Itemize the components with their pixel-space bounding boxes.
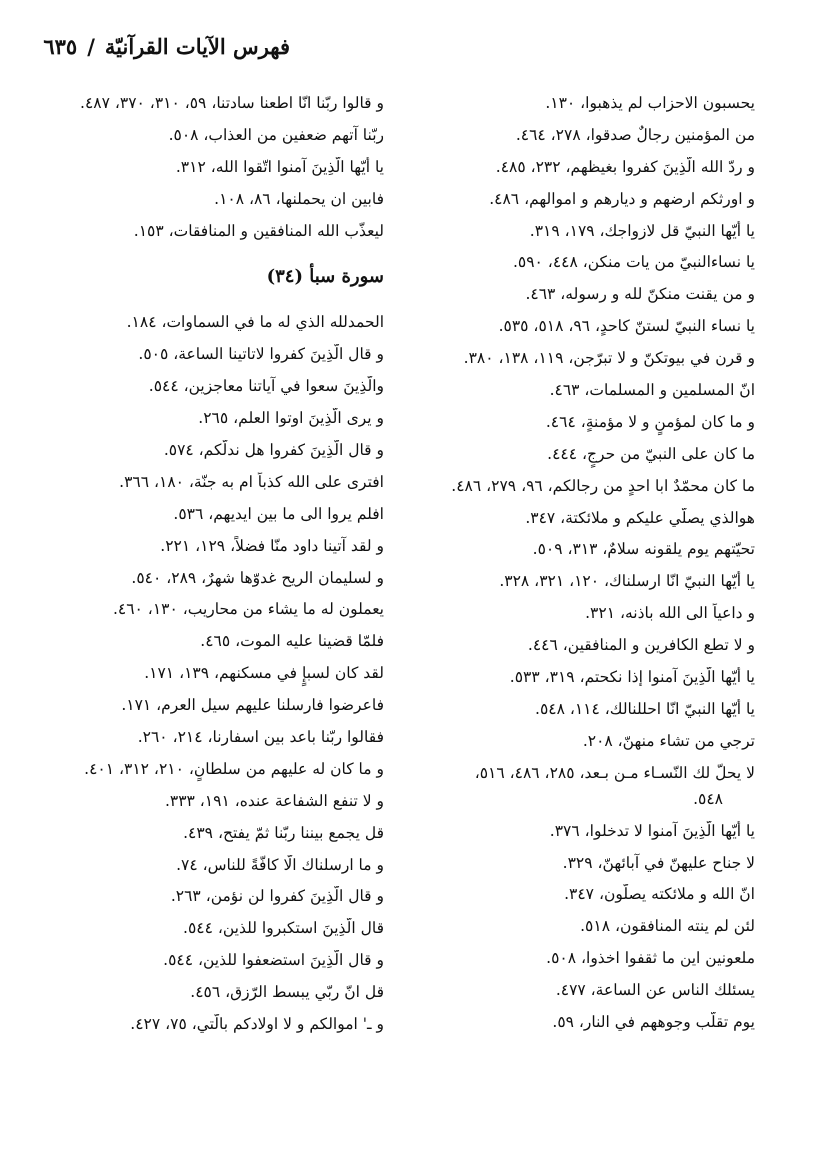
index-entry: فلمّا قضينا عليه الموت، ٤٦٥. [200, 632, 384, 651]
page-number: ٦٣٥ [43, 34, 78, 59]
index-entry: يا نساءالنبيّ من يات منكن، ٤٤٨، ٥٩٠. [512, 253, 755, 272]
index-entry: انّ المسلمين و المسلمات، ٤٦٣. [549, 381, 755, 400]
index-entry: يوم تقلّب وجوههم في النار، ٥٩. [552, 1013, 755, 1032]
index-entry: و اورثكم ارضهم و ديارهم و اموالهم، ٤٨٦. [489, 189, 755, 208]
running-title: فهرس الآيات القرآنيّة [104, 34, 290, 59]
index-entry: ما كان على النبيّ من حرجٍ، ٤٤٤. [547, 444, 755, 463]
index-entry: لا جناح عليهنّ في آبائهنّ، ٣٢٩. [562, 853, 755, 872]
index-entry: و ما كان لمؤمنٍ و لا مؤمنةٍ، ٤٦٤. [545, 412, 755, 431]
index-entry: افلم يروا الى ما بين ايديهم، ٥٣٦. [173, 504, 384, 523]
index-entry: هوالذي يصلّي عليكم و ملائكتة، ٣٤٧. [525, 508, 755, 527]
index-entry: يا أيّها النبيّ انّا احللنالك، ١١٤، ٥٤٨. [535, 699, 755, 718]
section-gap [22, 252, 384, 266]
index-entry: و ما ارسلناك الّا كافّةً للناس، ٧٤. [176, 855, 384, 874]
index-entry: و قرن في بيوتكنّ و لا تبرّجن، ١١٩، ١٣٨، ٣٨٠. [463, 349, 755, 368]
index-entry: قل انّ ربّي يبسط الرّزق، ٤٥٦. [190, 983, 384, 1002]
index-entry: افترى على الله كذباً ام به جنّة، ١٨٠، ٣٦٦. [119, 472, 384, 491]
index-entry: يسئلك الناس عن الساعة، ٤٧٧. [555, 981, 755, 1000]
index-entry: لئن لم ينته المنافقون، ٥١٨. [580, 917, 755, 936]
right-column [393, 93, 755, 1044]
surah-heading: سورة سبأ (٣٤) [266, 266, 384, 288]
index-entry: و قال الَّذِينَ كفروا لاتاتينا الساعة، ٥٠٥. [138, 345, 384, 364]
index-entry: من المؤمنين رجالٌ صدقوا، ٢٧٨، ٤٦٤. [515, 125, 755, 144]
index-entry: يا أيّها النبيّ انّا ارسلناك، ١٢٠، ٣٢١، ٣٢٨. [499, 572, 755, 591]
page-header [43, 34, 290, 59]
index-entry: يا نساء النبيّ لستنّ كاحدٍ، ٩٦، ٥١٨، ٥٣٥. [498, 317, 755, 336]
index-entry: ملعونين اين ما ثقفوا اخذوا، ٥٠٨. [546, 949, 755, 968]
index-entry: لقد كان لسبإٍ في مسكنهم، ١٣٩، ١٧١. [144, 664, 384, 683]
index-entry: يا أيّها الَّذِينَ آمنوا إذا نكحتم، ٣١٩، ٥٣٣. [509, 668, 755, 687]
index-entry: و لسليمان الريح غدوّها شهرٌ، ٢٨٩، ٥٤٠. [131, 568, 384, 587]
index-entry: يا أيّها الَّذِينَ آمنوا لا تدخلوا، ٣٧٦. [549, 821, 755, 840]
index-entry: يا أيّها الَّذِينَ آمنوا اتّقوا الله، ٣١٢. [175, 157, 384, 176]
index-entry: و قالوا ربّنا انّا اطعنا سادتنا، ٥٩، ٣١٠، ٣٧٠، ٤٨٧. [80, 94, 384, 112]
left-column [22, 93, 384, 1046]
index-entry: و داعياً الى الله باذنه، ٣٢١. [585, 604, 755, 623]
index-entry: والَّذِينَ سعوا في آياتنا معاجزين، ٥٤٤. [148, 377, 384, 396]
index-entry: انّ الله و ملائكته يصلّون، ٣٤٧. [564, 885, 755, 904]
index-entry-line: لا يحلّ لك النّسـاء مـن بـعد، ٢٨٥، ٤٨٦، ٥١٦، [474, 763, 755, 782]
index-entry: ليعذّب الله المنافقين و المنافقات، ١٥٣. [133, 221, 384, 240]
index-entry: يا أيّها النبيّ قل لازواجك، ١٧٩، ٣١٩. [529, 221, 755, 240]
index-entry: و لا تنفع الشفاعة عنده، ١٩١، ٣٣٣. [164, 791, 384, 810]
index-entry: و ـ' اموالكم و لا اولادكم بالّتي، ٧٥، ٤٢٧. [130, 1015, 384, 1034]
index-entry: و قال الَّذِينَ كفروا لن نؤمن، ٢٦٣. [170, 887, 384, 906]
index-entry-continuation: ٥٤٨. [693, 789, 723, 808]
index-entry: ما كان محمّدٌ ابا احدٍ من رجالكم، ٩٦، ٢٧٩، ٤٨٦. [451, 476, 755, 495]
index-entry: و لقد آتينا داود منّا فضلاً، ١٢٩، ٢٢١. [160, 536, 384, 555]
index-entry: فاعرضوا فارسلنا عليهم سيل العرم، ١٧١. [121, 696, 384, 715]
index-entry: ترجي من تشاء منهنّ، ٢٠٨. [582, 731, 755, 750]
index-entry: و ردّ الله الَّذِينَ كفروا بغيظهم، ٢٣٢، ٤٨٥. [495, 157, 755, 176]
index-entry: ربّنا آتهم ضعفين من العذاب، ٥٠٨. [168, 125, 384, 144]
index-entry: يحسبون الاحزاب لم يذهبوا، ١٣٠. [545, 94, 755, 112]
index-entry: الحمدلله الذي له ما في السماوات، ١٨٤. [126, 313, 384, 332]
index-entry: و من يقنت منكنّ لله و رسوله، ٤٦٣. [525, 285, 755, 304]
index-entry: قال الَّذِينَ استكبروا للذين، ٥٤٤. [183, 919, 384, 938]
index-entry: فقالوا ربّنا باعد بين اسفارنا، ٢١٤، ٢٦٠. [137, 728, 384, 747]
index-entry: تحيّتهم يوم يلقونه سلامٌ، ٣١٣، ٥٠٩. [532, 540, 755, 559]
index-entry: قل يجمع بيننا ربّنا ثمّ يفتح، ٤٣٩. [183, 823, 384, 842]
index-entry: و يرى الَّذِينَ اوتوا العلم، ٢٦٥. [198, 409, 384, 428]
index-entry: يعملون له ما يشاء من محاريب، ١٣٠، ٤٦٠. [112, 600, 384, 619]
index-entry: و قال الَّذِينَ استضعفوا للذين، ٥٤٤. [163, 951, 384, 970]
index-entry: و ما كان له عليهم من سلطانٍ، ٢١٠، ٣١٢، ٤٠١. [84, 759, 384, 778]
index-entry-multiline [393, 763, 755, 821]
header-separator: / [87, 34, 95, 59]
index-entry: و قال الَّذِينَ كفروا هل ندلّكم، ٥٧٤. [163, 441, 384, 460]
index-entry: و لا تطع الكافرين و المنافقين، ٤٤٦. [527, 636, 755, 655]
index-entry: فابين ان يحملنها، ٨٦، ١٠٨. [214, 189, 384, 208]
